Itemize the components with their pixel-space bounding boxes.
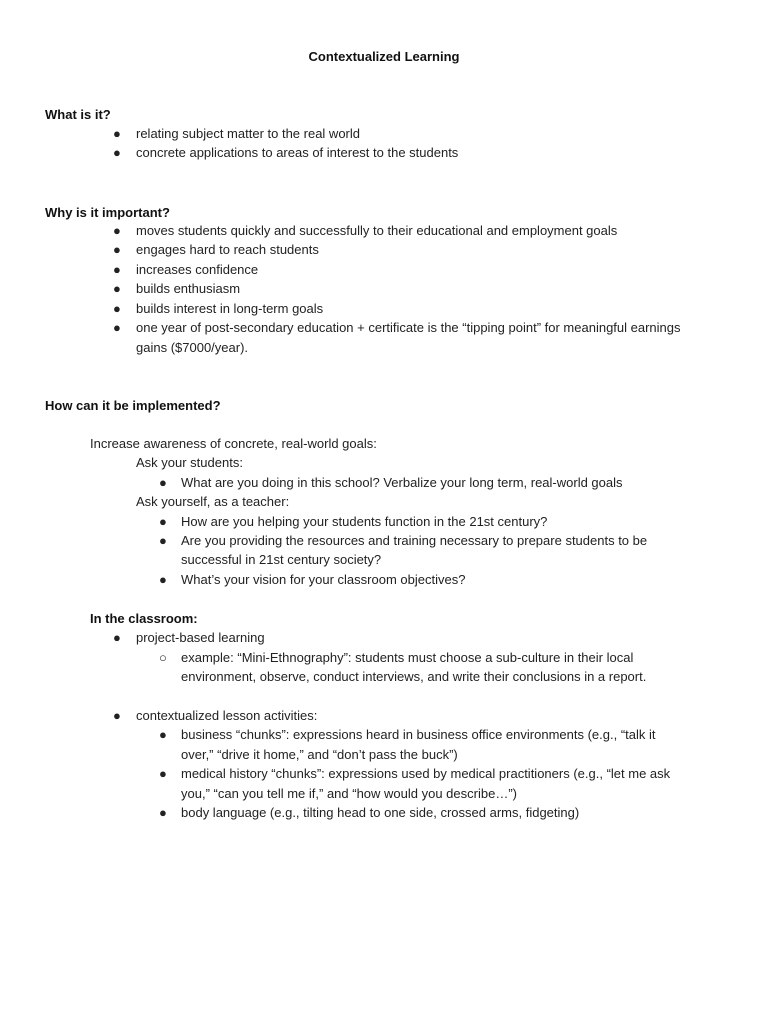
list-item-continuation: you,” “can you tell me if,” and “how would you describe…”): [181, 786, 517, 801]
list-item: relating subject matter to the real world: [136, 126, 360, 141]
bullet-icon: ●: [113, 320, 121, 335]
heading-what-is-it: What is it?: [45, 107, 111, 122]
page-title: Contextualized Learning: [308, 49, 460, 64]
list-item: concrete applications to areas of interest to the students: [136, 145, 459, 160]
bullet-icon: ●: [113, 708, 121, 723]
list-item-continuation: gains ($7000/year).: [136, 340, 249, 355]
bullet-icon: ●: [113, 242, 121, 257]
heading-why-important: Why is it important?: [45, 205, 170, 220]
bullet-icon: ●: [113, 126, 121, 141]
list-item-continuation: successful in 21st century society?: [181, 552, 382, 567]
ask-students-label: Ask your students:: [136, 455, 243, 470]
bullet-icon: ●: [159, 727, 167, 742]
list-item: builds interest in long-term goals: [136, 301, 324, 316]
intro-text: Increase awareness of concrete, real-world goals:: [90, 436, 377, 451]
list-item: engages hard to reach students: [136, 242, 319, 257]
heading-how-implemented: How can it be implemented?: [45, 398, 221, 413]
bullet-icon: ●: [159, 533, 167, 548]
list-item: builds enthusiasm: [136, 281, 241, 296]
list-item: Are you providing the resources and training necessary to prepare students to be: [181, 533, 648, 548]
list-item: What are you doing in this school? Verbalize your long term, real-world goals: [181, 475, 623, 490]
bullet-icon: ●: [159, 766, 167, 781]
list-item: project-based learning: [136, 630, 265, 645]
list-item: increases confidence: [136, 262, 259, 277]
list-item: moves students quickly and successfully to their educational and employment goals: [136, 223, 618, 238]
bullet-icon: ●: [113, 301, 121, 316]
list-item: contextualized lesson activities:: [136, 708, 318, 723]
list-item-continuation: environment, observe, conduct interviews, and write their conclusions in a report.: [181, 669, 647, 684]
bullet-icon: ●: [159, 475, 167, 490]
heading-in-classroom: In the classroom:: [90, 611, 198, 626]
bullet-icon: ●: [113, 262, 121, 277]
list-item: one year of post-secondary education + certificate is the “tipping point” for meaningful earnings: [136, 320, 681, 335]
bullet-icon: ●: [159, 805, 167, 820]
bullet-icon: ●: [113, 145, 121, 160]
bullet-icon: ●: [113, 223, 121, 238]
sub-bullet-icon: ○: [159, 650, 167, 665]
list-item: What’s your vision for your classroom objectives?: [181, 572, 466, 587]
list-item: body language (e.g., tilting head to one side, crossed arms, fidgeting): [181, 805, 580, 820]
bullet-icon: ●: [159, 514, 167, 529]
bullet-icon: ●: [159, 572, 167, 587]
list-item: example: “Mini-Ethnography”: students must choose a sub-culture in their local: [181, 650, 634, 665]
list-item: medical history “chunks”: expressions used by medical practitioners (e.g., “let me ask: [181, 766, 671, 781]
list-item: business “chunks”: expressions heard in business office environments (e.g., “talk it: [181, 727, 656, 742]
ask-yourself-label: Ask yourself, as a teacher:: [136, 494, 290, 509]
list-item-continuation: over,” “drive it home,” and “don’t pass the buck”): [181, 747, 458, 762]
bullet-icon: ●: [113, 630, 121, 645]
list-item: How are you helping your students function in the 21st century?: [181, 514, 548, 529]
bullet-icon: ●: [113, 281, 121, 296]
